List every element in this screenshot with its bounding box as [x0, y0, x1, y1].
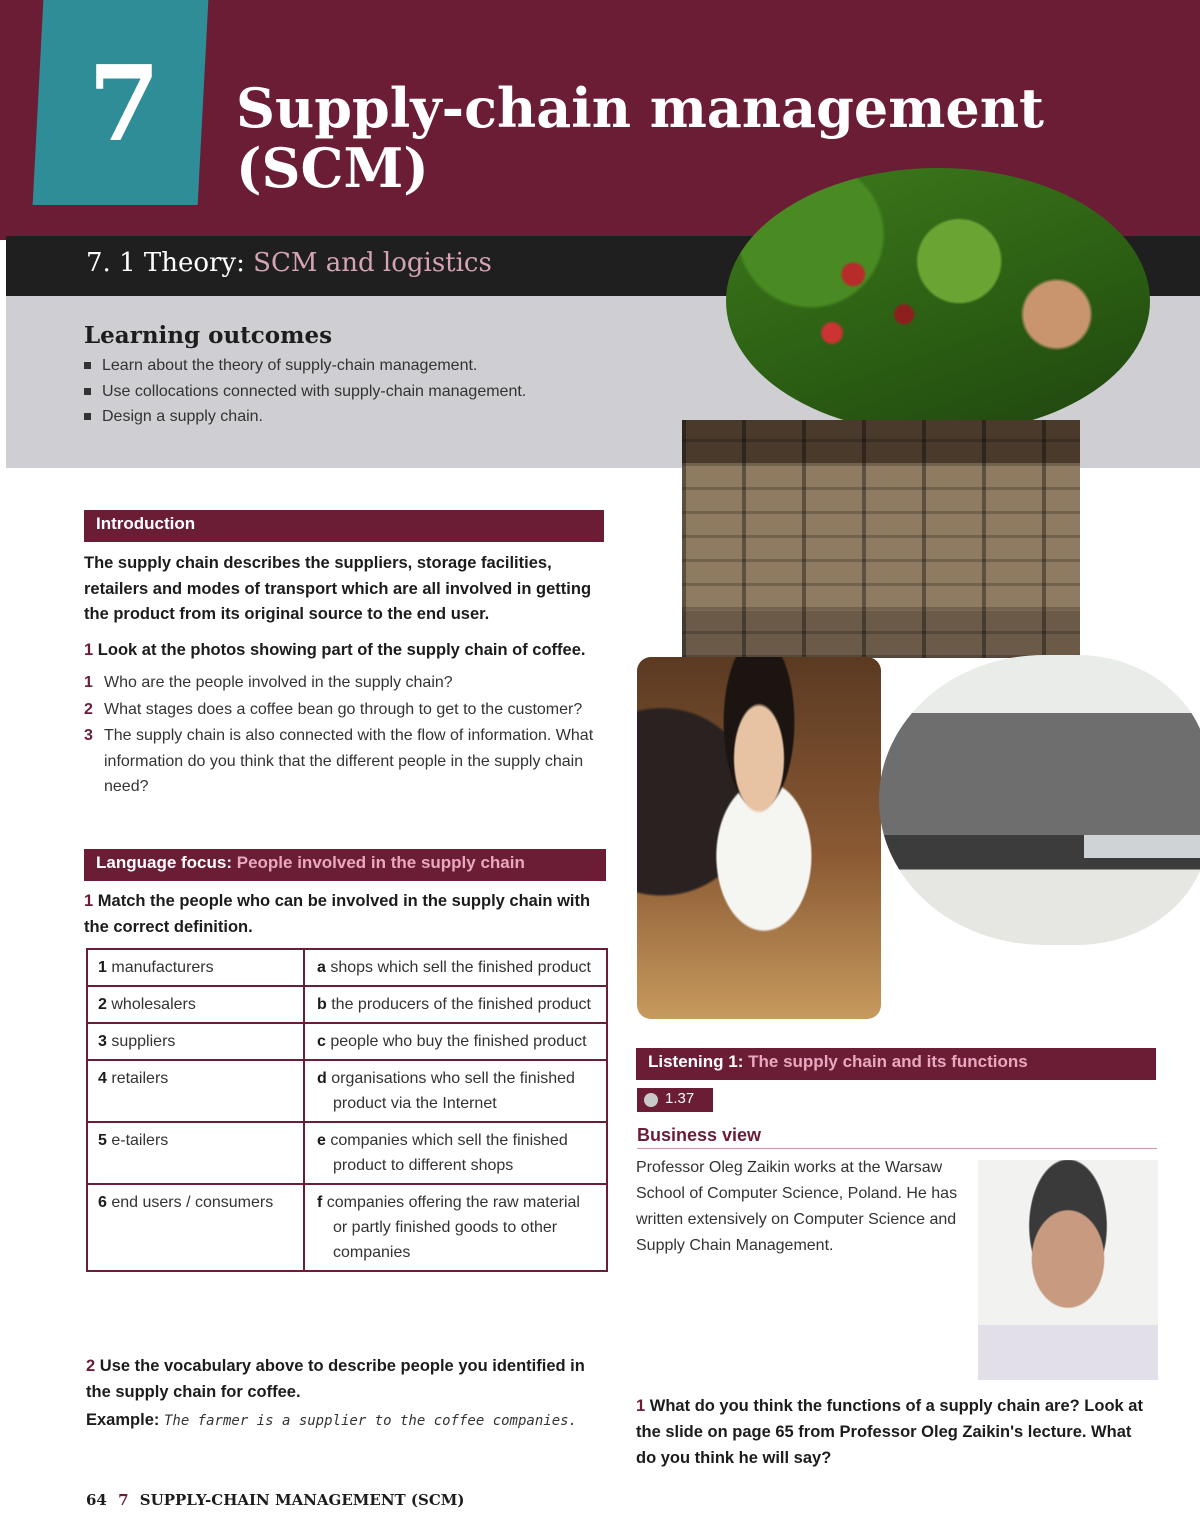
definition-cell — [304, 1060, 607, 1122]
matching-task — [84, 889, 604, 940]
listening-topic: The supply chain and its functions — [748, 1052, 1028, 1071]
task-number: 1 — [84, 641, 94, 659]
definition-cell — [304, 1122, 607, 1184]
cd-icon — [644, 1093, 658, 1107]
definition-cell — [304, 1184, 607, 1271]
introduction-heading: Introduction — [84, 510, 604, 542]
task-text: Use the vocabulary above to describe people you identified in the supply chain for coffee. — [86, 1357, 585, 1401]
question-number: 2 — [84, 700, 93, 718]
definition-cell — [304, 949, 607, 986]
page-footer — [86, 1491, 465, 1509]
definition-text: companies offering the raw material or partly finished goods to other companies — [326, 1194, 580, 1261]
term-number: 6 — [98, 1194, 107, 1211]
table-row — [87, 1060, 607, 1122]
cafe-customer-photo — [637, 657, 881, 1019]
learning-outcome-item: Learn about the theory of supply-chain management. — [84, 353, 526, 379]
term-text: end users / consumers — [111, 1194, 274, 1211]
term-text: manufacturers — [111, 959, 214, 976]
term-number: 3 — [98, 1033, 107, 1050]
example-line — [86, 1411, 577, 1430]
chapter-number: 7 — [88, 42, 161, 165]
term-number: 4 — [98, 1070, 107, 1087]
table-row — [87, 1023, 607, 1060]
term-text: suppliers — [111, 1033, 176, 1050]
question-item — [84, 670, 604, 696]
task-number: 1 — [84, 892, 94, 910]
definition-letter: c — [317, 1033, 326, 1050]
question-text: Who are the people involved in the supply chain? — [104, 674, 453, 691]
language-focus-topic: People involved in the supply chain — [236, 853, 525, 872]
term-cell — [87, 986, 304, 1023]
question-text: The supply chain is also connected with the flow of information. What information do you think that the different people in the supply chain need? — [104, 727, 594, 795]
task-text: Look at the photos showing part of the supply chain of coffee. — [97, 641, 586, 659]
table-row — [87, 986, 607, 1023]
question-number: 3 — [84, 727, 93, 744]
table-row — [87, 1122, 607, 1184]
definition-text: people who buy the finished product — [330, 1033, 587, 1050]
coffee-sacks-photo — [682, 420, 1080, 658]
definition-letter: b — [317, 996, 327, 1013]
term-text: e-tailers — [111, 1132, 169, 1149]
term-number: 1 — [98, 959, 107, 976]
business-view-text: Professor Oleg Zaikin works at the Warsaw School of Computer Science, Poland. He has written extensively on Computer Science and Supply Chain Management. — [636, 1159, 958, 1254]
delivery-truck-photo — [879, 655, 1200, 945]
definition-text: companies which sell the finished product to different shops — [330, 1132, 568, 1174]
listening-heading — [636, 1048, 1156, 1080]
term-cell — [87, 1184, 304, 1271]
language-focus-label: Language focus: — [96, 853, 233, 872]
question-item — [84, 697, 604, 723]
term-cell — [87, 949, 304, 986]
audio-track-number: 1.37 — [665, 1090, 695, 1107]
task-text: Match the people who can be involved in the supply chain with the correct definition. — [84, 892, 591, 936]
introduction-task — [84, 638, 614, 663]
introduction-questions — [84, 670, 604, 801]
section-number: 7. 1 Theory: — [86, 248, 245, 278]
learning-outcomes-list — [84, 353, 526, 430]
learning-outcomes-heading: Learning outcomes — [84, 322, 333, 349]
example-text: The farmer is a supplier to the coffee companies. — [163, 1413, 577, 1429]
section-title — [86, 248, 492, 278]
table-row — [87, 949, 607, 986]
listening-task — [636, 1393, 1156, 1471]
audio-track-badge — [637, 1088, 713, 1112]
term-cell — [87, 1023, 304, 1060]
learning-outcome-item: Use collocations connected with supply-chain management. — [84, 379, 526, 405]
footer-chapter-number: 7 — [118, 1491, 129, 1509]
term-text: retailers — [111, 1070, 169, 1087]
term-cell — [87, 1060, 304, 1122]
term-number: 2 — [98, 996, 107, 1013]
definition-cell — [304, 986, 607, 1023]
section-topic: SCM and logistics — [253, 248, 492, 278]
question-text: What stages does a coffee bean go through to get to the customer? — [104, 700, 583, 718]
term-text: wholesalers — [111, 996, 196, 1013]
page-number: 64 — [86, 1491, 107, 1509]
coffee-picker-photo — [726, 168, 1150, 434]
task-text: What do you think the functions of a supply chain are? Look at the slide on page 65 from Professor Oleg Zaikin's lecture. What do you think he will say? — [636, 1397, 1143, 1467]
example-label: Example: — [86, 1411, 160, 1429]
chapter-title-line-2: (SCM) — [236, 136, 429, 200]
vocabulary-task — [86, 1354, 606, 1405]
chapter-title-line-1: Supply-chain management — [236, 76, 1044, 140]
business-view-heading: Business view — [637, 1125, 1157, 1149]
definition-cell — [304, 1023, 607, 1060]
listening-label: Listening 1: — [648, 1052, 744, 1071]
introduction-lead: The supply chain describes the suppliers, storage facilities, retailers and modes of transport which are all involved in getting the product from its original source to the end user. — [84, 554, 592, 623]
definition-letter: a — [317, 959, 326, 976]
table-row — [87, 1184, 607, 1271]
definition-letter: d — [317, 1070, 327, 1087]
question-item — [84, 723, 604, 800]
task-number: 2 — [86, 1357, 96, 1375]
task-number: 1 — [636, 1397, 646, 1415]
definition-text: shops which sell the finished product — [330, 959, 591, 976]
term-number: 5 — [98, 1132, 107, 1149]
definition-text: organisations who sell the finished product via the Internet — [331, 1070, 575, 1112]
footer-chapter-title: SUPPLY-CHAIN MANAGEMENT (SCM) — [139, 1491, 465, 1509]
definition-letter: f — [317, 1194, 323, 1211]
learning-outcome-item: Design a supply chain. — [84, 404, 526, 430]
professor-portrait-photo — [978, 1160, 1158, 1380]
matching-table — [86, 948, 608, 1272]
term-cell — [87, 1122, 304, 1184]
language-focus-heading — [84, 849, 606, 881]
definition-letter: e — [317, 1132, 326, 1149]
definition-text: the producers of the finished product — [331, 996, 591, 1013]
question-number: 1 — [84, 674, 93, 691]
